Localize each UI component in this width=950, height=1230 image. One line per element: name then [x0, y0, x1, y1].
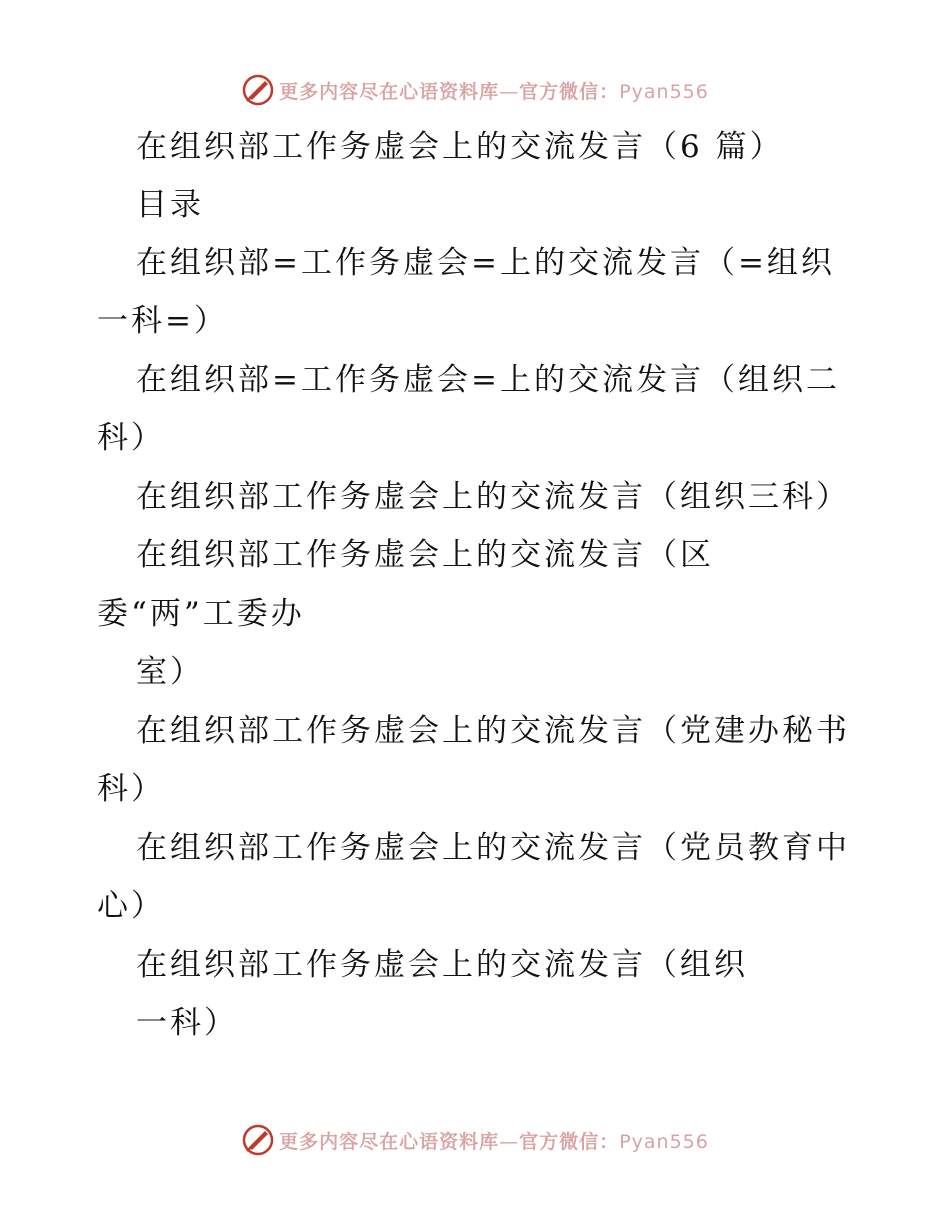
- watermark-text: 更多内容尽在心语资料库—官方微信：Pyan556: [279, 1130, 709, 1153]
- document-title: 在组织部工作务虚会上的交流发言（6 篇）: [136, 129, 784, 165]
- toc-entry-3: 在组织部工作务虚会上的交流发言（组织三科）: [136, 479, 850, 515]
- toc-entry-6-line-1: 在组织部工作务虚会上的交流发言（党员教育中: [136, 830, 850, 866]
- header-watermark: [0, 70, 950, 110]
- toc-entry-5-line-2: 科）: [97, 771, 165, 807]
- toc-entry-2-line-2: 科）: [97, 420, 165, 456]
- toc-entry-6-line-2: 心）: [97, 888, 165, 924]
- toc-entry-2-line-1: 在组织部=工作务虚会=上的交流发言（组织二: [136, 362, 840, 398]
- toc-entry-1-line-1: 在组织部=工作务虚会=上的交流发言（=组织: [136, 245, 835, 281]
- toc-entry-4-line-2: 委“两”工委办: [97, 596, 305, 632]
- toc-entry-4-line-3: 室）: [136, 654, 204, 690]
- quill-logo-icon: [241, 73, 275, 107]
- footer-watermark: [0, 1120, 950, 1160]
- toc-entry-7-line-1: 在组织部工作务虚会上的交流发言（组织: [136, 947, 748, 983]
- toc-entry-1-line-2: 一科=）: [97, 303, 228, 339]
- watermark-text: 更多内容尽在心语资料库—官方微信：Pyan556: [279, 80, 709, 103]
- quill-logo-icon: [241, 1123, 275, 1157]
- toc-entry-5-line-1: 在组织部工作务虚会上的交流发言（党建办秘书: [136, 713, 850, 749]
- toc-heading: 目录: [136, 187, 204, 223]
- toc-entry-7-line-2: 一科）: [136, 1005, 238, 1041]
- toc-entry-4-line-1: 在组织部工作务虚会上的交流发言（区: [136, 537, 714, 573]
